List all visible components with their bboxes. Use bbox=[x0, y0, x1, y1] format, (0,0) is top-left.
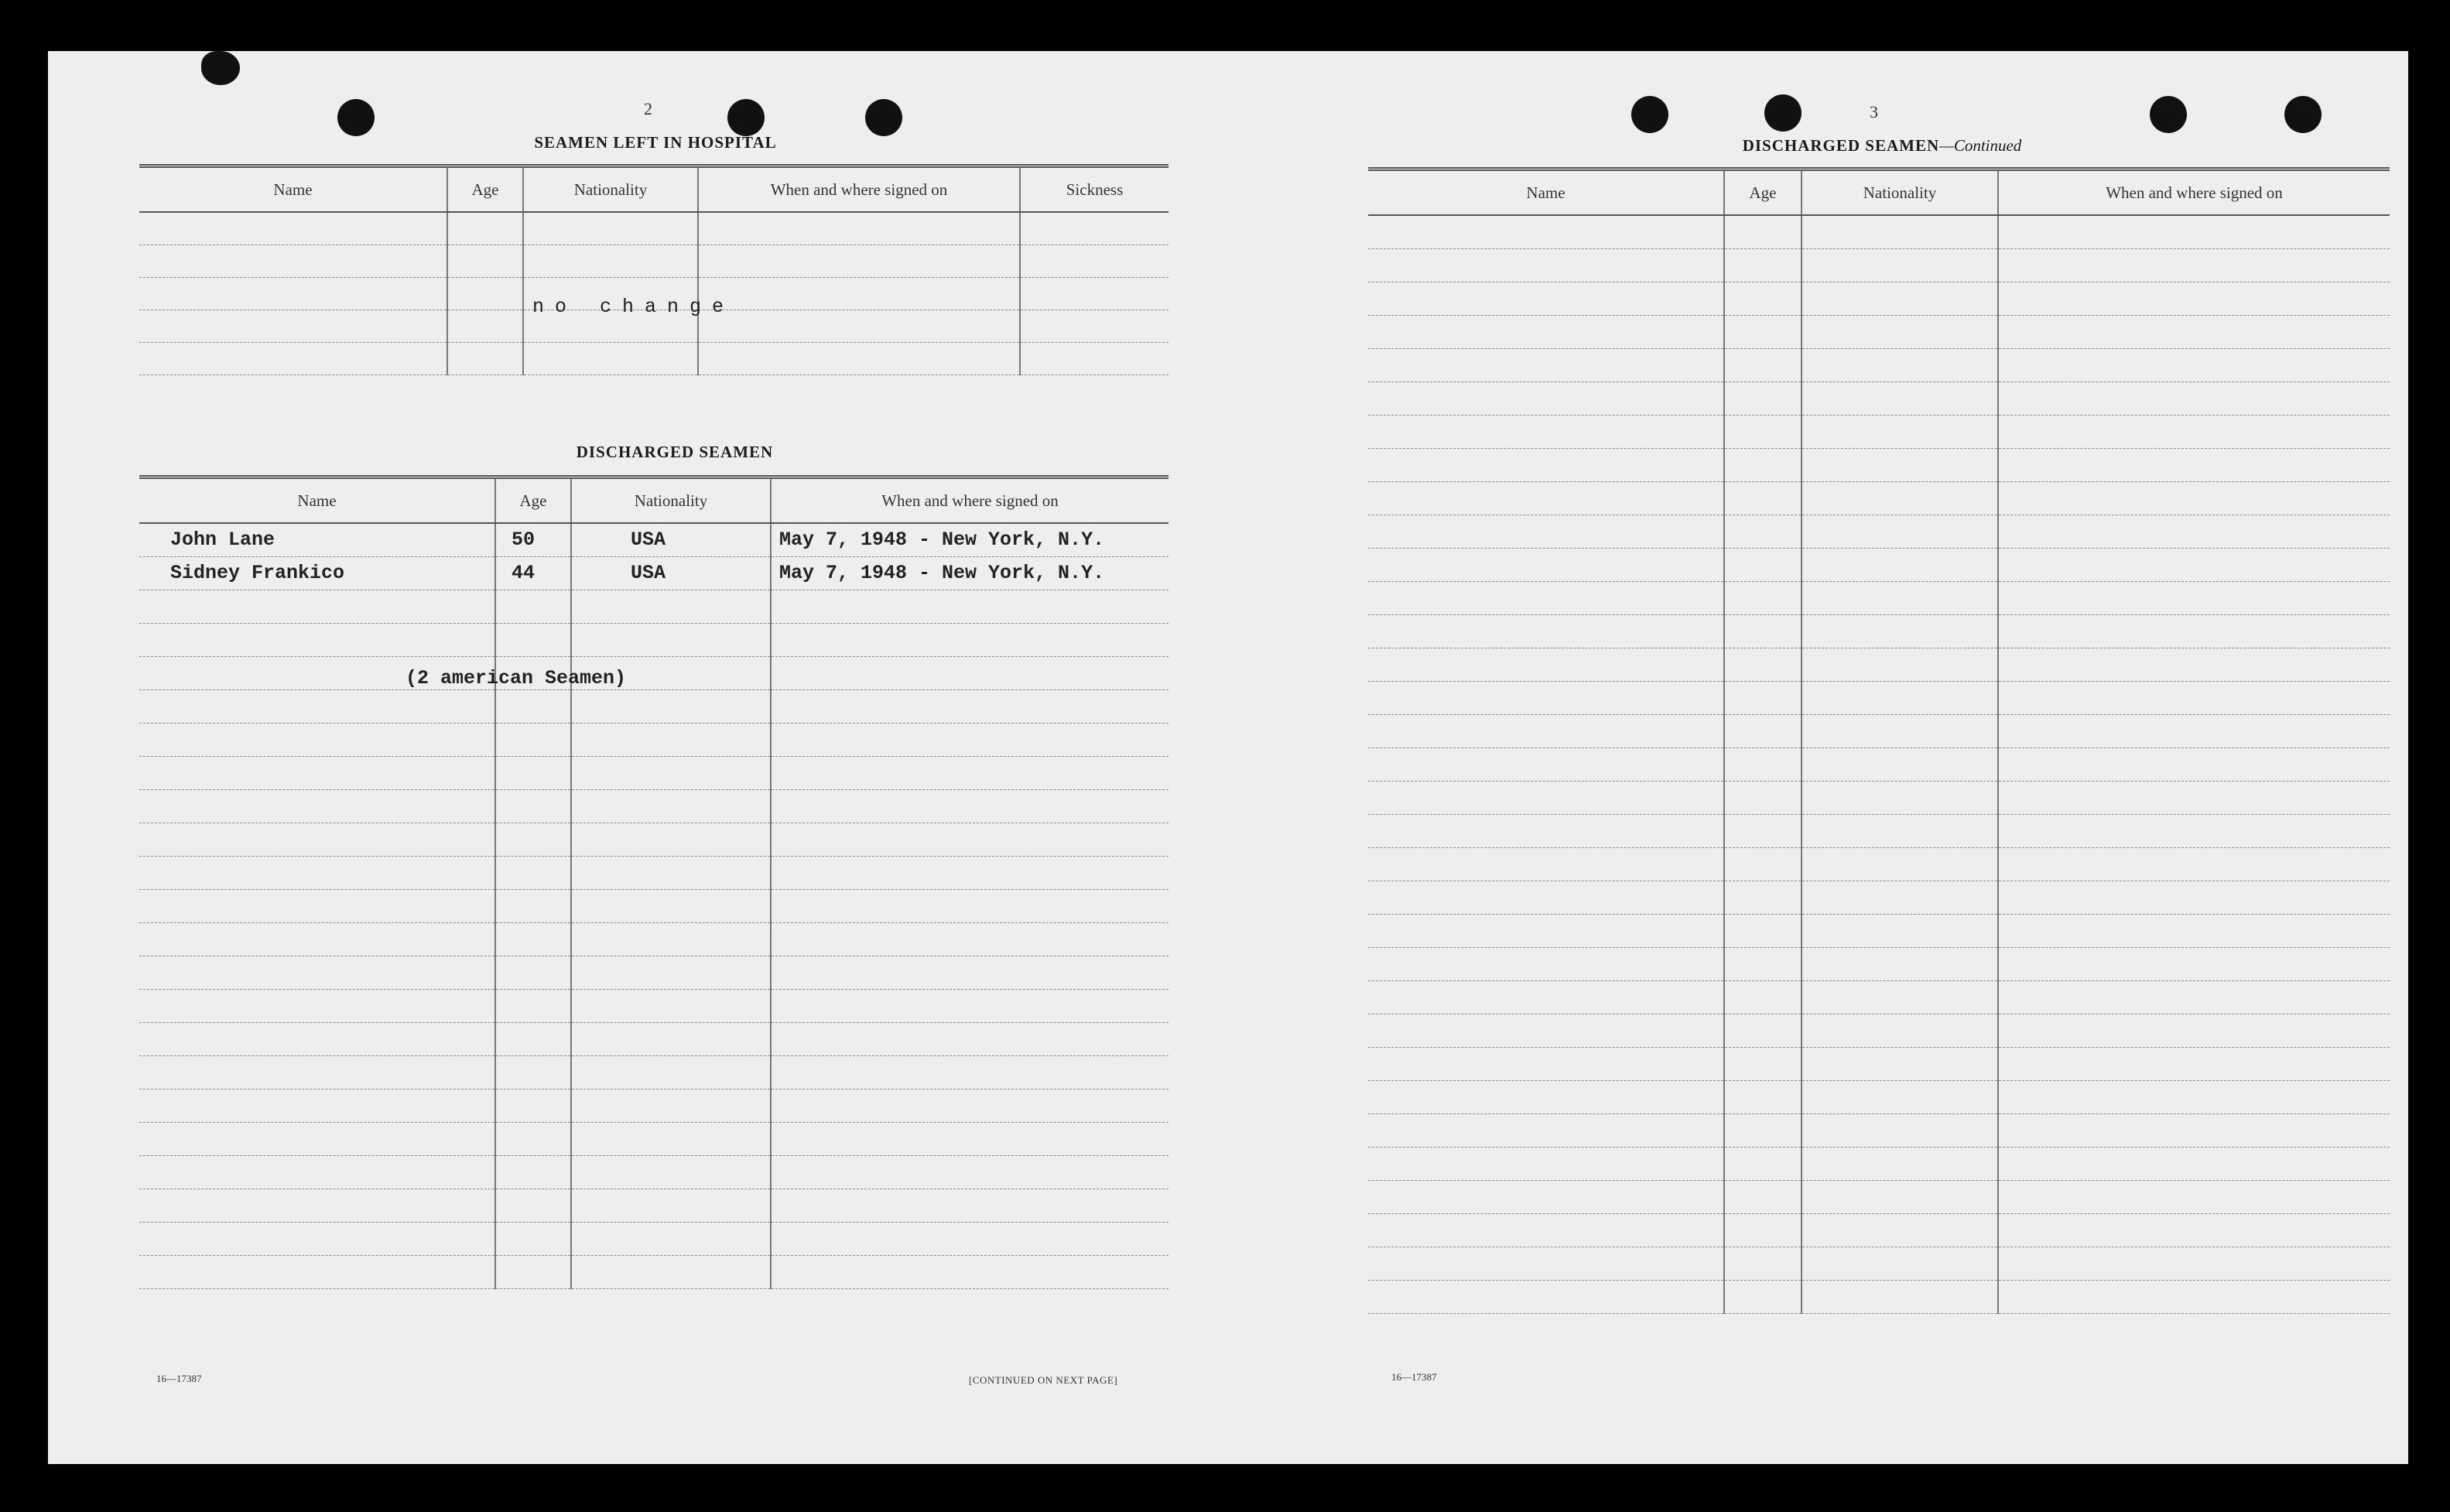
column-header-signed-on: When and where signed on bbox=[1998, 169, 2390, 216]
form-code: 16—17387 bbox=[156, 1373, 202, 1384]
continued-note: [CONTINUED ON NEXT PAGE] bbox=[969, 1374, 1118, 1386]
column-header-age: Age bbox=[495, 477, 571, 524]
seaman-name: John Lane bbox=[139, 523, 495, 556]
discharged-continued-title bbox=[1650, 136, 2114, 156]
punch-hole bbox=[337, 99, 375, 136]
discharged-continued-table-body bbox=[1368, 215, 2390, 1313]
seaman-signed-on: May 7, 1948 - New York, N.Y. bbox=[771, 556, 1169, 590]
table-row bbox=[139, 523, 1169, 556]
column-header-signed-on: When and where signed on bbox=[771, 477, 1169, 524]
column-header-name: Name bbox=[139, 166, 447, 213]
continued-suffix: —Continued bbox=[1939, 136, 2022, 155]
discharged-continued-table bbox=[1368, 167, 2390, 1314]
punch-hole bbox=[2150, 96, 2187, 133]
discharged-section-title: DISCHARGED SEAMEN bbox=[576, 443, 774, 461]
page-number: 3 bbox=[1870, 102, 1878, 121]
table-row bbox=[139, 556, 1169, 590]
discharged-note: (2 american Seamen) bbox=[405, 667, 627, 689]
column-header-nationality: Nationality bbox=[571, 477, 771, 524]
column-header-name: Name bbox=[139, 477, 495, 524]
column-header-age: Age bbox=[1724, 169, 1802, 216]
seaman-age: 44 bbox=[495, 556, 571, 590]
discharged-table-body bbox=[139, 523, 1169, 1288]
punch-hole bbox=[1631, 96, 1668, 133]
seaman-name: Sidney Frankico bbox=[139, 556, 495, 590]
hospital-section-title: SEAMEN LEFT IN HOSPITAL bbox=[534, 133, 777, 152]
column-header-sickness: Sickness bbox=[1020, 166, 1169, 213]
punch-hole bbox=[201, 51, 240, 85]
punch-hole bbox=[727, 99, 765, 136]
form-code: 16—17387 bbox=[1391, 1371, 1437, 1383]
seaman-nationality: USA bbox=[571, 556, 771, 590]
document-sheet bbox=[48, 51, 2408, 1464]
seaman-signed-on: May 7, 1948 - New York, N.Y. bbox=[771, 523, 1169, 556]
discharged-continued-title-text: DISCHARGED SEAMEN bbox=[1742, 136, 1940, 155]
seaman-age: 50 bbox=[495, 523, 571, 556]
punch-hole bbox=[865, 99, 902, 136]
hospital-table bbox=[139, 164, 1169, 375]
discharged-table bbox=[139, 475, 1169, 1289]
column-header-name: Name bbox=[1368, 169, 1724, 216]
column-header-age: Age bbox=[447, 166, 523, 213]
seaman-nationality: USA bbox=[571, 523, 771, 556]
hospital-note: no change bbox=[532, 296, 735, 318]
punch-hole bbox=[1764, 94, 1802, 132]
page-right bbox=[1232, 51, 2408, 1464]
page-number: 2 bbox=[644, 99, 652, 118]
column-header-signed-on: When and where signed on bbox=[698, 166, 1020, 213]
punch-hole bbox=[2284, 96, 2322, 133]
column-header-nationality: Nationality bbox=[523, 166, 698, 213]
page-left bbox=[48, 51, 1232, 1464]
column-header-nationality: Nationality bbox=[1802, 169, 1998, 216]
hospital-table-body bbox=[139, 212, 1169, 375]
